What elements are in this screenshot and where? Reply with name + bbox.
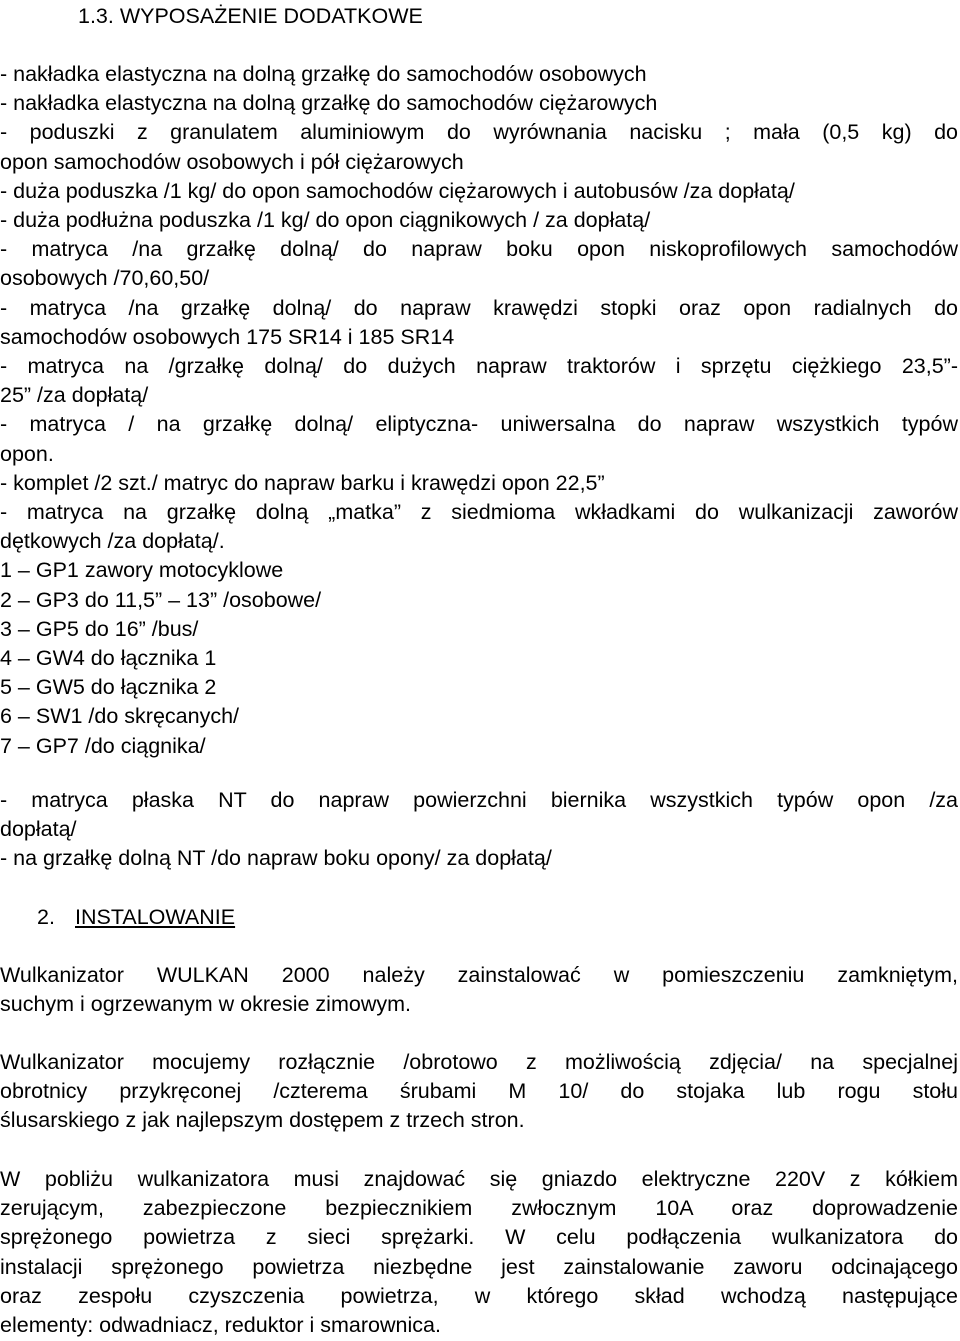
install-section-number: 2. [37, 905, 55, 929]
paragraph-line: elementy: odwadniacz, reduktor i smarownica. [0, 1313, 441, 1338]
paragraph-line: obrotnicy przykręconej /czterema śrubami M 10/ do stojaka lub rogu stołu [0, 1079, 958, 1104]
equipment-list [0, 60, 958, 761]
paragraph-line: Wulkanizator mocujemy rozłącznie /obrotowo z możliwością zdjęcia/ na specjalnej [0, 1050, 958, 1074]
paragraph-mounting [0, 1048, 958, 1136]
equipment-line: - matryca na /grzałkę dolną/ do dużych napraw traktorów i sprzętu ciężkiego 23,5”- [0, 354, 958, 379]
equipment-line: - komplet /2 szt./ matryc do napraw barku i krawędzi opon 22,5” [0, 470, 605, 495]
equipment-line: - matryca /na grzałkę dolną/ do napraw boku opon niskoprofilowych samochodów [0, 237, 958, 262]
equipment-line: 25” /za dopłatą/ [0, 383, 149, 408]
equipment-line: - matryca / na grzałkę dolną/ eliptyczna- uniwersalna do napraw wszystkich typów [0, 412, 958, 437]
flat-matrix-line: - matryca płaska NT do napraw powierzchni biernika wszystkich typów opon /za [0, 788, 958, 812]
paragraph-line: zerującym, zabezpieczone bezpiecznikiem zwłocznym 10A oraz doprowadzenie [0, 1196, 958, 1221]
valve-insert-item: 1 – GP1 zawory motocyklowe [0, 558, 284, 583]
valve-insert-item: 3 – GP5 do 16” /bus/ [0, 616, 199, 641]
install-section-title: INSTALOWANIE [75, 905, 236, 929]
section-title: 1.3. WYPOSAŻENIE DODATKOWE [78, 4, 423, 28]
valve-insert-item: 6 – SW1 /do skręcanych/ [0, 704, 239, 729]
equipment-line: - matryca na grzałkę dolną „matka” z siedmioma wkładkami do wulkanizacji zaworów [0, 500, 958, 525]
valve-insert-item: 5 – GW5 do łącznika 2 [0, 675, 217, 700]
equipment-line: samochodów osobowych 175 SR14 i 185 SR14 [0, 324, 455, 349]
valve-insert-item: 4 – GW4 do łącznika 1 [0, 646, 217, 671]
paragraph-line: W pobliżu wulkanizatora musi znajdować się gniazdo elektryczne 220V z kółkiem [0, 1167, 958, 1191]
equipment-line: - nakładka elastyczna na dolną grzałkę do samochodów ciężarowych [0, 91, 658, 116]
paragraph-line: suchym i ogrzewanym w okresie zimowym. [0, 992, 411, 1017]
flat-matrix-line: dopłatą/ [0, 817, 77, 842]
paragraph-installation-room [0, 961, 958, 1019]
paragraph-power-air [0, 1165, 958, 1340]
valve-insert-item: 7 – GP7 /do ciągnika/ [0, 733, 206, 758]
equipment-line: - matryca /na grzałkę dolną/ do napraw krawędzi stopki oraz opon radialnych do [0, 295, 958, 320]
paragraph-line: instalacji sprężonego powietrza niezbędne jest zainstalowanie zaworu odcinającego [0, 1254, 958, 1279]
flat-matrix-list [0, 786, 958, 874]
paragraph-line: sprężonego powietrza z sieci sprężarki. W celu podłączenia wulkanizatora do [0, 1225, 958, 1250]
paragraph-line: ślusarskiego z jak najlepszym dostępem z trzech stron. [0, 1108, 525, 1133]
flat-matrix-line: - na grzałkę dolną NT /do napraw boku opony/ za dopłatą/ [0, 846, 552, 871]
equipment-line: - nakładka elastyczna na dolną grzałkę do samochodów osobowych [0, 62, 647, 86]
equipment-line: - duża podłużna poduszka /1 kg/ do opon ciągnikowych / za dopłatą/ [0, 208, 651, 233]
equipment-line: osobowych /70,60,50/ [0, 266, 210, 291]
equipment-line: - poduszki z granulatem aluminiowym do wyrównania nacisku ; mała (0,5 kg) do [0, 120, 958, 145]
paragraph-line: oraz zespołu czyszczenia powietrza, w którego skład wchodzą następujące [0, 1283, 958, 1308]
equipment-line: opon. [0, 441, 54, 466]
equipment-line: dętkowych /za dopłatą/. [0, 529, 225, 554]
valve-insert-item: 2 – GP3 do 11,5” – 13” /osobowe/ [0, 587, 322, 612]
install-section-heading [37, 903, 235, 932]
equipment-line: - duża poduszka /1 kg/ do opon samochodów ciężarowych i autobusów /za dopłatą/ [0, 178, 795, 203]
paragraph-line: Wulkanizator WULKAN 2000 należy zainstalować w pomieszczeniu zamkniętym, [0, 963, 958, 987]
equipment-line: opon samochodów osobowych i pół ciężarowych [0, 149, 464, 174]
